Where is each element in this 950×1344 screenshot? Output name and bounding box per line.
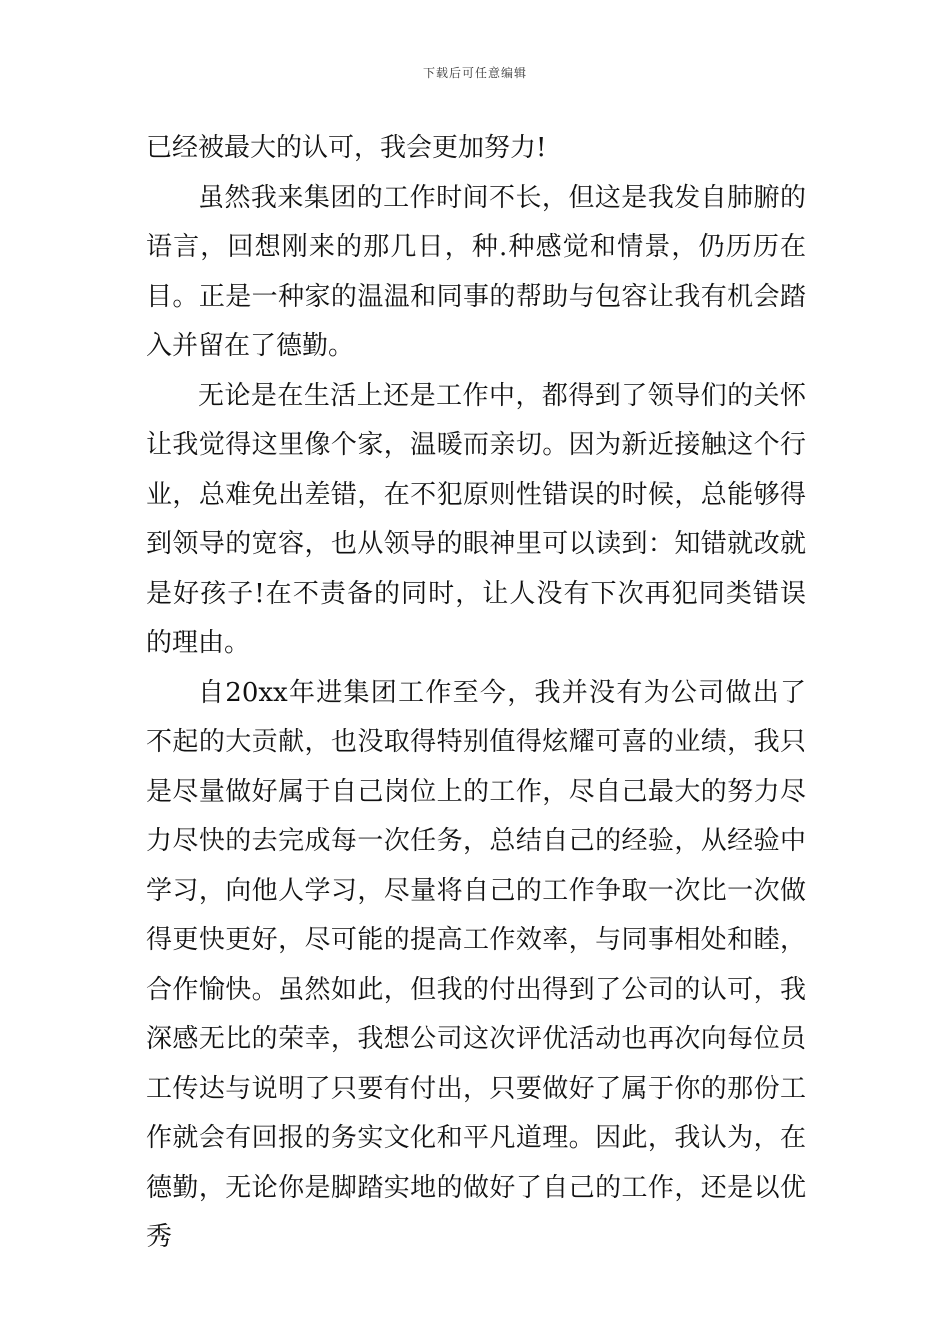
document-body xyxy=(146,124,806,1263)
paragraph-2: 虽然我来集团的工作时间不长，但这是我发自肺腑的语言，回想刚来的那几日，种.种感觉和情景，仍历历在目。正是一种家的温温和同事的帮助与包容让我有机会踏入并留在了德勤。 xyxy=(146,182,806,361)
paragraph-3: 无论是在生活上还是工作中，都得到了领导们的关怀让我觉得这里像个家，温暖而亲切。因为新近接触这个行业，总难免出差错，在不犯原则性错误的时候，总能够得到领导的宽容，也从领导的眼神里可以读到：知错就改就是好孩子!在不责备的同时，让人没有下次再犯同类错误的理由。 xyxy=(146,380,806,658)
page-header: 下载后可任意编辑 xyxy=(422,66,527,80)
paragraph-4: 自20xx年进集团工作至今，我并没有为公司做出了不起的大贡献，也没取得特别值得炫耀可喜的业绩，我只是尽量做好属于自己岗位上的工作，尽自己最大的努力尽力尽快的去完成每一次任务，总结自己的经验，从经验中学习，向他人学习，尽量将自己的工作争取一次比一次做得更快更好，尽可能的提高工作效率，与同事相处和睦，合作愉快。虽然如此，但我的付出得到了公司的认可，我深感无比的荣幸，我想公司这次评优活动也再次向每位员工传达与说明了只要有付出，只要做好了属于你的那份工作就会有回报的务实文化和平凡道理。因此，我认为，在德勤，无论你是脚踏实地的做好了自己的工作，还是以优秀 xyxy=(146,677,806,1252)
paragraph-1: 已经被最大的认可，我会更加努力! xyxy=(146,133,547,163)
